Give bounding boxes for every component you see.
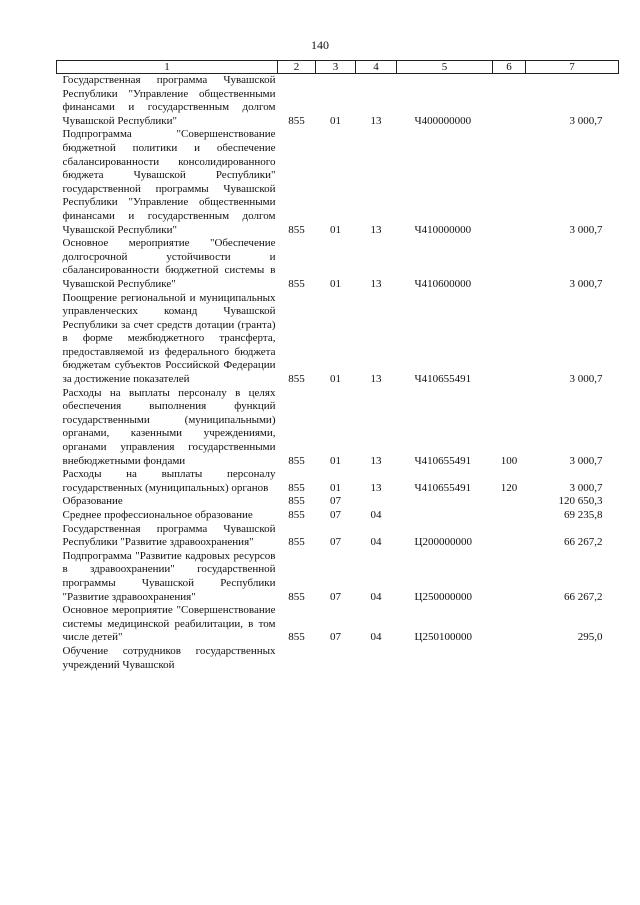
row-rz: 01 — [330, 223, 341, 236]
row-name: Основное мероприятие "Обеспечение долгосрочной устойчивости и сбалансированности бюджетной системы в Чувашской Республике" — [62, 237, 276, 290]
row-csr: Ц250000000 — [414, 590, 472, 603]
row-ved: 855 — [288, 495, 305, 508]
row-rz: 01 — [330, 114, 341, 127]
row-name: Расходы на выплаты персоналу в целях обеспечения выполнения функций государственными (муниципальными) органами, казенными учреждениями, органами управления государственными внебюджетными фондами — [62, 386, 276, 467]
row-vr — [493, 550, 526, 604]
row-sum: 69 235,8 — [564, 509, 603, 521]
row-rz: 01 — [330, 454, 341, 467]
row-csr: Ц200000000 — [414, 536, 472, 549]
row-csr: Ч410655491 — [414, 454, 472, 467]
column-header-4: 4 — [356, 61, 397, 74]
column-header-6: 6 — [493, 61, 526, 74]
table-row — [57, 523, 619, 550]
row-csr: Ч400000000 — [414, 114, 472, 127]
row-sum: 120 650,3 — [558, 495, 603, 508]
row-pr: 04 — [370, 509, 382, 521]
row-ved: 855 — [288, 631, 305, 644]
row-pr: 13 — [370, 223, 382, 236]
row-vr — [493, 645, 526, 672]
row-csr: Ч410000000 — [414, 223, 472, 236]
row-ved: 855 — [288, 590, 305, 603]
row-ved: 855 — [288, 114, 305, 127]
row-vr — [493, 237, 526, 291]
header-row — [57, 61, 619, 74]
table-row — [57, 292, 619, 387]
row-vr: 100 — [500, 454, 518, 467]
row-vr — [493, 509, 526, 523]
row-rz: 01 — [330, 373, 341, 386]
row-ved: 855 — [288, 454, 305, 467]
row-csr — [397, 495, 493, 509]
row-pr: 13 — [370, 114, 382, 127]
table-row — [57, 468, 619, 495]
row-name: Поощрение региональной и муниципальных управленческих команд Чувашской Республики за счет средств дотации (гранта) в форме межбюджетного трансферта, предоставляемой из федерального бюджета бюджетам субъектов Российской Федерации за достижение показателей — [62, 291, 276, 386]
column-header-7: 7 — [526, 61, 619, 74]
row-pr — [356, 495, 397, 509]
row-sum: 3 000,7 — [569, 481, 603, 494]
row-sum: 3 000,7 — [569, 223, 603, 236]
row-rz: 07 — [330, 536, 341, 549]
table-row — [57, 509, 619, 523]
row-name: Подпрограмма "Совершенствование бюджетной политики и обеспечение сбалансированности консолидированного бюджета Чувашской Республики" государственной программы Чувашской Республики "Управление общественными финансами и государственным долгом Чувашской Республики" — [62, 128, 276, 236]
row-sum: 66 267,2 — [564, 536, 603, 549]
row-sum: 295,0 — [577, 631, 603, 644]
row-ved: 855 — [288, 536, 305, 549]
row-csr — [397, 645, 493, 672]
row-pr: 13 — [370, 481, 382, 494]
row-sum: 3 000,7 — [569, 373, 603, 386]
row-pr: 04 — [370, 631, 382, 644]
row-sum: 3 000,7 — [569, 454, 603, 467]
row-name: Обучение сотрудников государственных учреждений Чувашской — [62, 644, 276, 671]
row-name: Государственная программа Чувашской Республики "Управление общественными финансами и государственным долгом Чувашской Республики" — [62, 74, 276, 127]
row-vr — [493, 604, 526, 645]
row-csr: Ч410655491 — [414, 481, 472, 494]
row-csr: Ц250100000 — [414, 631, 472, 644]
row-ved: 855 — [288, 481, 305, 494]
row-name: Государственная программа Чувашской Республики "Развитие здравоохранения" — [62, 522, 276, 549]
row-sum: 66 267,2 — [564, 590, 603, 603]
row-sum — [526, 645, 619, 672]
row-pr — [356, 645, 397, 672]
row-name: Образование — [62, 495, 123, 508]
row-pr: 13 — [370, 454, 382, 467]
row-vr — [493, 292, 526, 387]
row-csr — [397, 509, 493, 523]
row-rz: 07 — [330, 590, 341, 603]
table-row — [57, 550, 619, 604]
row-vr — [493, 74, 526, 129]
row-rz: 07 — [330, 509, 341, 521]
table-row — [57, 74, 619, 129]
row-name: Основное мероприятие "Совершенствование системы медицинской реабилитации, в том числе детей" — [62, 604, 276, 644]
row-rz: 01 — [330, 481, 341, 494]
row-pr: 13 — [370, 373, 382, 386]
column-header-3: 3 — [316, 61, 356, 74]
row-name: Расходы на выплаты персоналу государственных (муниципальных) органов — [62, 468, 276, 494]
row-vr — [493, 128, 526, 237]
row-pr: 04 — [370, 536, 382, 549]
row-ved: 855 — [288, 373, 305, 386]
table-row — [57, 128, 619, 237]
column-header-5: 5 — [397, 61, 493, 74]
budget-table — [56, 60, 619, 672]
column-header-2: 2 — [278, 61, 316, 74]
column-header-1: 1 — [57, 61, 278, 74]
row-rz: 07 — [330, 631, 341, 644]
row-rz: 07 — [330, 495, 341, 508]
table-row — [57, 237, 619, 291]
row-pr: 04 — [370, 590, 382, 603]
row-vr — [493, 523, 526, 550]
row-vr: 120 — [500, 481, 518, 494]
row-csr: Ч410655491 — [414, 373, 472, 386]
row-rz: 01 — [330, 277, 341, 290]
page-number: 140 — [311, 38, 329, 52]
row-ved — [278, 645, 316, 672]
row-ved: 855 — [288, 509, 305, 521]
row-csr: Ч410600000 — [414, 277, 472, 290]
row-sum: 3 000,7 — [569, 114, 603, 127]
row-name: Подпрограмма "Развитие кадровых ресурсов в здравоохранении" государственной программы Чувашской Республики "Развитие здравоохранения" — [62, 549, 276, 603]
row-ved: 855 — [288, 223, 305, 236]
row-name: Среднее профессиональное образование — [62, 509, 253, 521]
row-rz — [316, 645, 356, 672]
row-sum: 3 000,7 — [569, 277, 603, 290]
table-row — [57, 645, 619, 672]
row-ved: 855 — [288, 277, 305, 290]
table-row — [57, 495, 619, 509]
table-row — [57, 604, 619, 645]
row-pr: 13 — [370, 277, 382, 290]
table-row — [57, 387, 619, 469]
row-vr — [493, 495, 526, 509]
